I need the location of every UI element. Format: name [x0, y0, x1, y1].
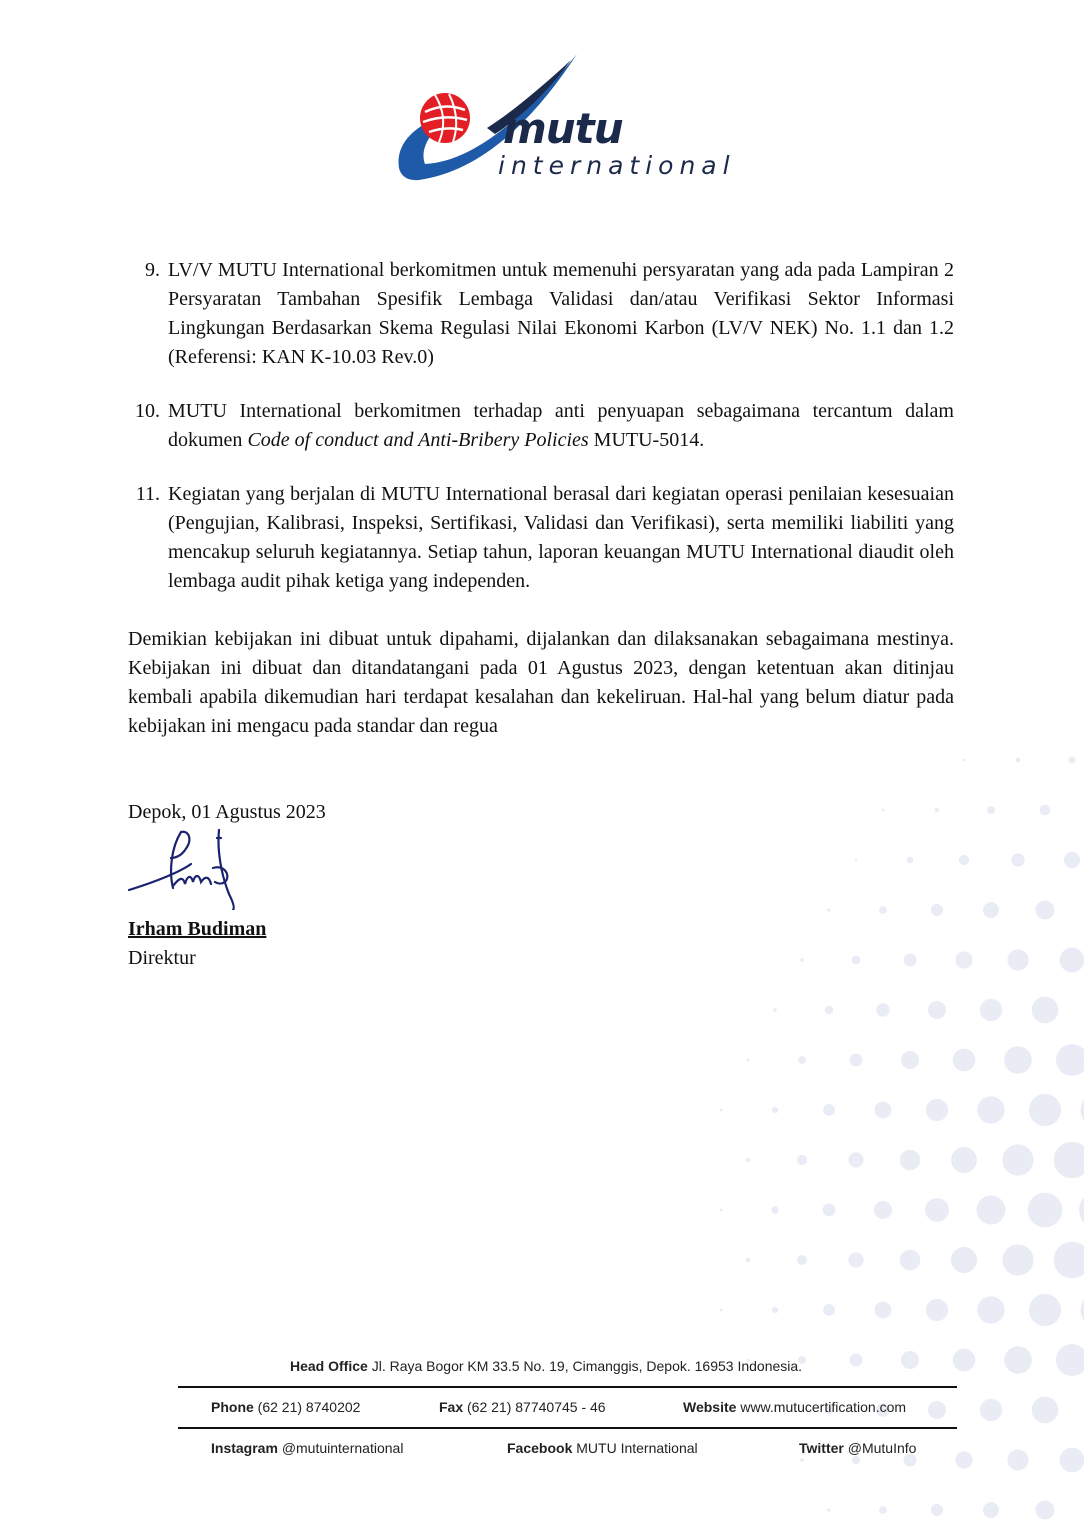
background-dot — [926, 1299, 948, 1321]
background-dot — [1036, 901, 1055, 920]
policy-item-9 — [128, 256, 954, 372]
item-number: 9. — [145, 259, 160, 281]
background-dot — [953, 1349, 976, 1372]
background-dot — [900, 1150, 921, 1171]
background-dot — [855, 859, 858, 862]
background-dot — [746, 1258, 751, 1263]
background-dot — [1060, 948, 1084, 973]
background-dot — [977, 1096, 1004, 1123]
item-number: 11. — [135, 483, 160, 505]
footer-value: @MutuInfo — [847, 1440, 917, 1456]
background-dot — [904, 954, 917, 967]
policy-item-11 — [128, 480, 954, 596]
background-dot — [951, 1247, 977, 1273]
background-dot — [1054, 1142, 1084, 1179]
background-dot — [980, 1399, 1002, 1421]
footer-phone — [211, 1399, 360, 1415]
footer-label: Facebook — [507, 1440, 573, 1456]
item-text: LV/V MUTU International berkomitmen untuk memenuhi persyaratan yang ada pada Lampiran 2 Persyaratan Tambahan Spesifik Lembaga Validasi dan/atau Verifikasi Sektor Informasi Lingkungan Berdasarkan Skema Regulasi Nilai Ekonomi Karbon (LV/V NEK) No. 1.1 dan 1.2 (Referensi: KAN K-10.03 Rev.0) — [168, 259, 954, 368]
background-dot — [931, 904, 943, 916]
footer-label: Instagram — [211, 1440, 278, 1456]
background-dot — [848, 1252, 863, 1267]
background-dot — [1007, 949, 1028, 970]
background-dot — [772, 1107, 778, 1113]
footer-label: Website — [683, 1399, 737, 1415]
background-dot — [955, 1451, 972, 1468]
footer-label: Head Office — [290, 1358, 368, 1374]
background-dot — [1060, 1448, 1084, 1473]
background-dot — [1040, 805, 1051, 816]
background-dot — [1002, 1144, 1033, 1175]
background-dot — [800, 958, 804, 962]
footer-instagram — [211, 1440, 403, 1456]
document-title: Code of conduct and Anti-Bribery Policies — [247, 429, 589, 451]
background-dot — [901, 1051, 919, 1069]
footer-label: Twitter — [799, 1440, 844, 1456]
background-dot — [951, 1147, 977, 1173]
background-dot — [874, 1201, 892, 1219]
background-dot — [928, 1001, 946, 1019]
background-dot — [875, 1102, 892, 1119]
footer-value: MUTU International — [576, 1440, 698, 1456]
footer-website — [683, 1399, 906, 1415]
background-dot — [928, 1401, 946, 1419]
background-dot — [823, 1204, 836, 1217]
background-dot — [953, 1049, 976, 1072]
background-dot — [1029, 1094, 1061, 1126]
background-dot — [1056, 1344, 1084, 1376]
signer-title: Direktur — [128, 947, 196, 969]
background-dot — [1081, 1292, 1084, 1329]
background-dot — [720, 1109, 723, 1112]
background-dot — [823, 1304, 835, 1316]
logo-wordmark-mutu: mutu — [503, 104, 623, 153]
item-text-part: MUTU-5014. — [588, 429, 705, 451]
footer-facebook — [507, 1440, 698, 1456]
background-dot — [850, 1054, 863, 1067]
item-text — [168, 397, 954, 455]
item-number: 10. — [135, 400, 160, 422]
item-text-part: MUTU International berkomitmen terhadap anti penyuapan sebagaimana tercantum dalam dokumen — [168, 400, 954, 451]
background-dot — [850, 1354, 863, 1367]
background-dot — [1056, 1044, 1084, 1076]
background-dot — [747, 1059, 750, 1062]
background-dot — [1004, 1346, 1032, 1374]
background-dot — [797, 1155, 807, 1165]
background-dot — [771, 1206, 778, 1213]
background-dot — [772, 1307, 778, 1313]
background-dot — [827, 1508, 830, 1511]
footer-value: (62 21) 87740745 - 46 — [467, 1399, 606, 1415]
signer-name: Irham Budiman — [128, 918, 267, 940]
background-dot — [1079, 1190, 1084, 1230]
background-dot — [746, 1158, 751, 1163]
background-dot — [983, 902, 999, 918]
background-dot — [963, 759, 966, 762]
background-dot — [1002, 1244, 1033, 1275]
company-logo — [395, 50, 745, 190]
background-dot — [925, 1198, 949, 1222]
footer-twitter — [799, 1440, 916, 1456]
place-date: Depok, 01 Agustus 2023 — [128, 801, 326, 823]
background-dot — [1016, 758, 1021, 763]
background-dot — [882, 809, 885, 812]
background-dot — [1064, 852, 1080, 868]
item-text: Kegiatan yang berjalan di MUTU International berasal dari kegiatan operasi penilaian kesesuaian (Pengujian, Kalibrasi, Inspeksi, Sertifikasi, Validasi dan Verifikasi), serta memiliki liabiliti yang mencakup seluruh kegiatannya. Setiap tahun, laporan keuangan MUTU International diaudit oleh lembaga audit pihak ketiga yang independen. — [168, 483, 954, 592]
background-dot — [1029, 1294, 1061, 1326]
background-dot — [955, 951, 972, 968]
footer-label: Phone — [211, 1399, 254, 1415]
background-dot — [980, 999, 1002, 1021]
background-dot — [977, 1296, 1004, 1323]
background-dot — [926, 1099, 948, 1121]
background-dot — [720, 1309, 723, 1312]
background-dot — [1081, 1092, 1084, 1129]
background-dot — [797, 1255, 807, 1265]
background-dot — [1007, 1449, 1028, 1470]
background-dot — [901, 1351, 919, 1369]
background-dot — [1032, 997, 1059, 1024]
background-dot — [1068, 756, 1075, 763]
background-dot — [959, 855, 969, 865]
footer-value: @mutuinternational — [281, 1440, 404, 1456]
background-dot — [720, 1209, 723, 1212]
closing-paragraph: Demikian kebijakan ini dibuat untuk dipahami, dijalankan dan dilaksanakan sebagaimana mestinya. Kebijakan ini dibuat dan ditandatangani pada 01 Agustus 2023, dengan ketentuan akan ditinjau kembali apabila dikemudian hari terdapat kesalahan dan kekeliruan. Hal-hal yang belum diatur pada kebijakan ini mengacu pada standar dan regua — [128, 628, 954, 737]
logo-wordmark-international: international — [498, 151, 736, 180]
background-dot — [875, 1302, 892, 1319]
policy-item-10 — [128, 397, 954, 455]
background-dot — [852, 1456, 860, 1464]
footer-head-office — [290, 1358, 802, 1374]
background-dot — [800, 1458, 804, 1462]
background-dot — [848, 1152, 863, 1167]
background-dot — [987, 806, 995, 814]
background-dot — [1032, 1397, 1059, 1424]
footer-fax — [439, 1399, 606, 1415]
background-dot — [983, 1502, 999, 1518]
background-dot — [879, 906, 887, 914]
footer-value: www.mutucertification.com — [740, 1399, 907, 1415]
background-dot — [798, 1056, 806, 1064]
background-dot — [1028, 1193, 1063, 1228]
footer-value: Jl. Raya Bogor KM 33.5 No. 19, Cimanggis, Depok. 16953 Indonesia. — [371, 1358, 803, 1374]
background-dot — [879, 1506, 887, 1514]
background-dot — [900, 1250, 921, 1271]
footer-divider-top — [178, 1386, 957, 1388]
background-dot — [825, 1006, 833, 1014]
background-dot — [1054, 1242, 1084, 1279]
background-dot — [1004, 1046, 1032, 1074]
signature-image — [125, 828, 240, 910]
footer-value: (62 21) 8740202 — [257, 1399, 361, 1415]
background-dot — [935, 808, 940, 813]
background-dot — [773, 1008, 777, 1012]
background-dot — [1011, 853, 1024, 866]
footer-label: Fax — [439, 1399, 464, 1415]
background-dot — [977, 1196, 1006, 1225]
footer-divider-bottom — [178, 1427, 957, 1429]
background-dot — [876, 1003, 889, 1016]
background-dot — [931, 1504, 943, 1516]
background-dot — [852, 956, 860, 964]
background-dot — [823, 1104, 835, 1116]
background-dot — [907, 857, 914, 864]
background-dot — [1036, 1501, 1055, 1520]
background-dot — [827, 908, 830, 911]
